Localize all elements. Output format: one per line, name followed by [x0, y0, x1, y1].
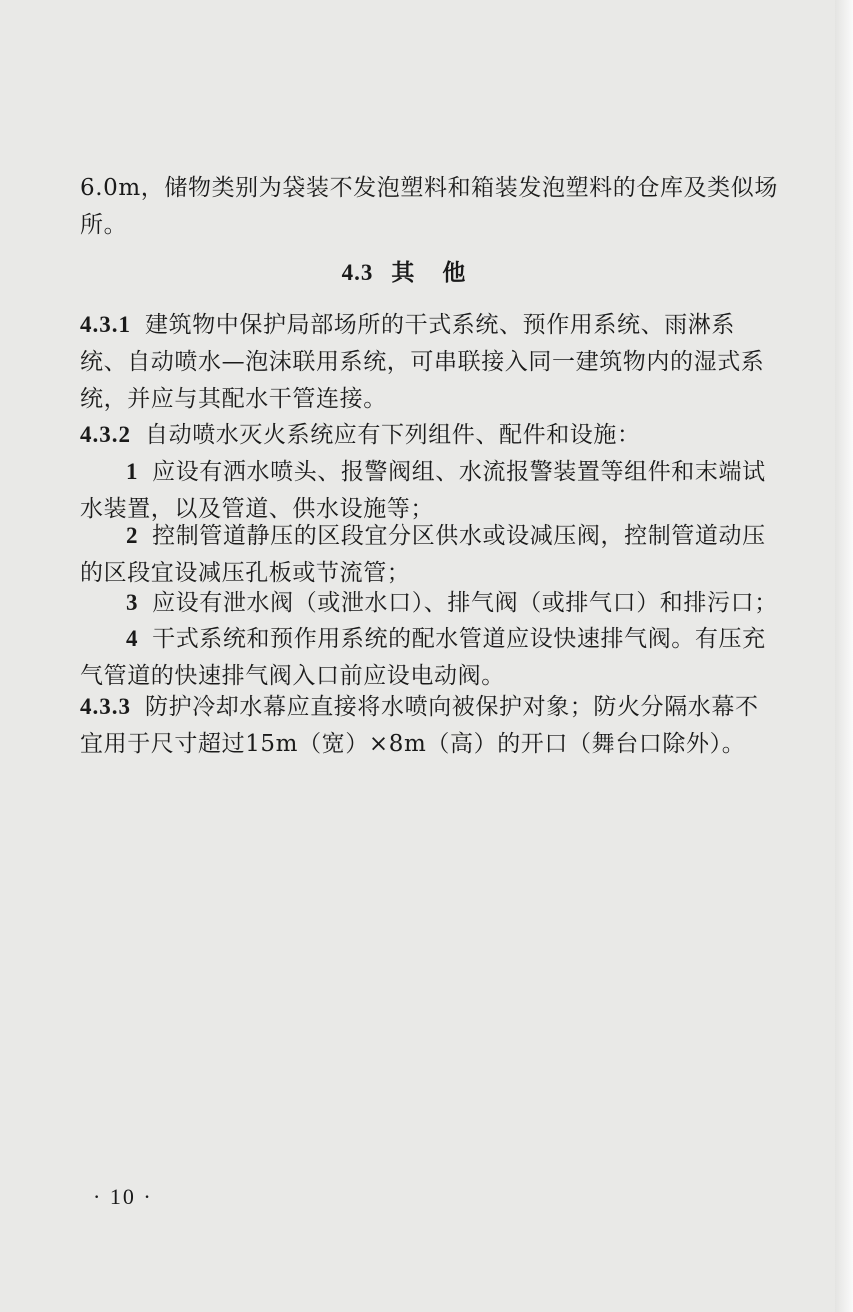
clause-number: 4.3.1 — [80, 312, 131, 337]
intro-paragraph: 6.0m，储物类别为袋装不发泡塑料和箱装发泡塑料的仓库及类似场所。 — [80, 175, 778, 238]
clause-4-3-3 — [80, 688, 780, 763]
list-item-4 — [80, 620, 780, 695]
clause-text: 防护冷却水幕应直接将水喷向被保护对象；防火分隔水幕不宜用于尺寸超过15m（宽）×8m（高）的开口（舞台口除外）。 — [80, 694, 759, 757]
page-edge — [835, 0, 853, 1312]
list-item-3 — [80, 584, 780, 622]
item-text: 应设有泄水阀（或泄水口）、排气阀（或排气口）和排污口； — [152, 590, 778, 616]
item-text: 控制管道静压的区段宜分区供水或设减压阀，控制管道动压的区段宜设减压孔板或节流管； — [80, 523, 766, 586]
item-number: 2 — [126, 523, 139, 548]
clause-number: 4.3.3 — [80, 694, 131, 719]
list-item-2 — [80, 517, 780, 592]
clause-number: 4.3.2 — [80, 422, 131, 447]
clause-4-3-1 — [80, 306, 780, 418]
clause-text: 自动喷水灭火系统应有下列组件、配件和设施： — [145, 422, 641, 448]
section-number: 4.3 — [341, 260, 374, 285]
clause-text: 建筑物中保护局部场所的干式系统、预作用系统、雨淋系统、自动喷水—泡沫联用系统，可串联接入同一建筑物内的湿式系统，并应与其配水干管连接。 — [80, 312, 765, 412]
section-title: 其他 — [391, 259, 494, 286]
item-number: 1 — [126, 459, 139, 484]
item-number: 3 — [126, 590, 139, 615]
clause-4-3-2 — [80, 416, 780, 454]
item-number: 4 — [126, 626, 139, 651]
item-text: 应设有洒水喷头、报警阀组、水流报警装置等组件和末端试水装置，以及管道、供水设施等； — [80, 459, 766, 522]
section-heading — [0, 254, 835, 287]
page-number: · 10 · — [93, 1184, 153, 1209]
item-text: 干式系统和预作用系统的配水管道应设快速排气阀。有压充气管道的快速排气阀入口前应设电动阀。 — [80, 626, 766, 689]
